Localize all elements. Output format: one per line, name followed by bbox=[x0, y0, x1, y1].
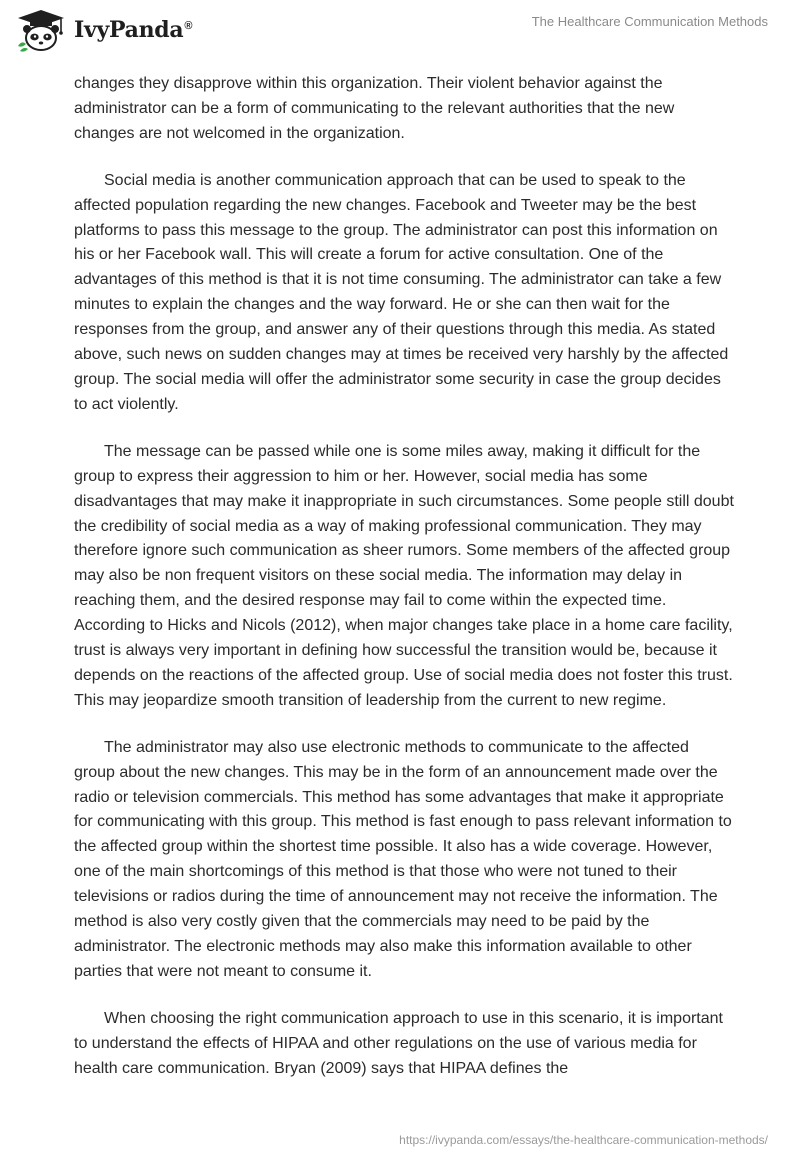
footer-url-link[interactable]: https://ivypanda.com/essays/the-healthcare-communication-methods/ bbox=[399, 1133, 768, 1147]
paragraph: The administrator may also use electronic methods to communicate to the affected group about the new changes. This may be in the form of an announcement made over the radio or television commercials. This method has some advantages that make it appropriate for communicating with this group. This method is fast enough to pass relevant information to the affected group within the shortest time possible. It also has a wide coverage. However, one of the main shortcomings of this method is that those who were not tuned to their televisions or radios during the time of announcement may not receive the information. The method is also very costly given that the commercials may need to be paid by the administrator. The electronic methods may also make this information available to other parties that were not meant to consume it. bbox=[74, 738, 732, 980]
panda-graduate-icon bbox=[14, 8, 68, 52]
paragraph: Social media is another communication approach that can be used to speak to the affected population regarding the new changes. Facebook and Tweeter may be the best platforms to pass this message to the group. The administrator can post this information on his or her Facebook wall. This will create a forum for active consultation. One of the advantages of this method is that it is not time consuming. The administrator can take a few minutes to explain the changes and the way forward. He or she can then wait for the responses from the group, and answer any of their questions through this media. As stated above, such news on sudden changes may at times be received very harshly by the affected group. The social media will offer the administrator some security in case the group decides to act violently. bbox=[74, 171, 729, 413]
paragraph: The message can be passed while one is some miles away, making it difficult for the group to express their aggression to him or her. However, social media has some disadvantages that may make it inappropriate in such circumstances. Some people still doubt the credibility of social media as a way of making professional communication. They may therefore ignore such communication as sheer rumors. Some members of the affected group may also be non frequent visitors on these social media. The information may delay in reaching them, and the desired response may fail to come within the expected time. According to Hicks and Nicols (2012), when major changes take place in a home care facility, trust is always very important in defining how successful the transition would be, because it depends on the reactions of the affected group. Use of social media does not foster this trust. This may jeopardize smooth transition of leadership from the current to new regime. bbox=[74, 442, 734, 709]
paragraph: When choosing the right communication approach to use in this scenario, it is important to understand the effects of HIPAA and other regulations on the use of various media for health care communication. Bryan (2009) says that HIPAA defines the bbox=[74, 1009, 723, 1077]
brand-logo[interactable] bbox=[14, 8, 192, 52]
document-title: The Healthcare Communication Methods bbox=[531, 14, 768, 29]
essay-body bbox=[74, 72, 734, 1104]
paragraph-continuation: changes they disapprove within this organization. Their violent behavior against the administrator can be a form of communicating to the relevant authorities that the new changes are not welcomed in the organization. bbox=[74, 75, 675, 142]
page-header bbox=[0, 0, 800, 64]
brand-name: IvyPanda® bbox=[74, 17, 193, 43]
